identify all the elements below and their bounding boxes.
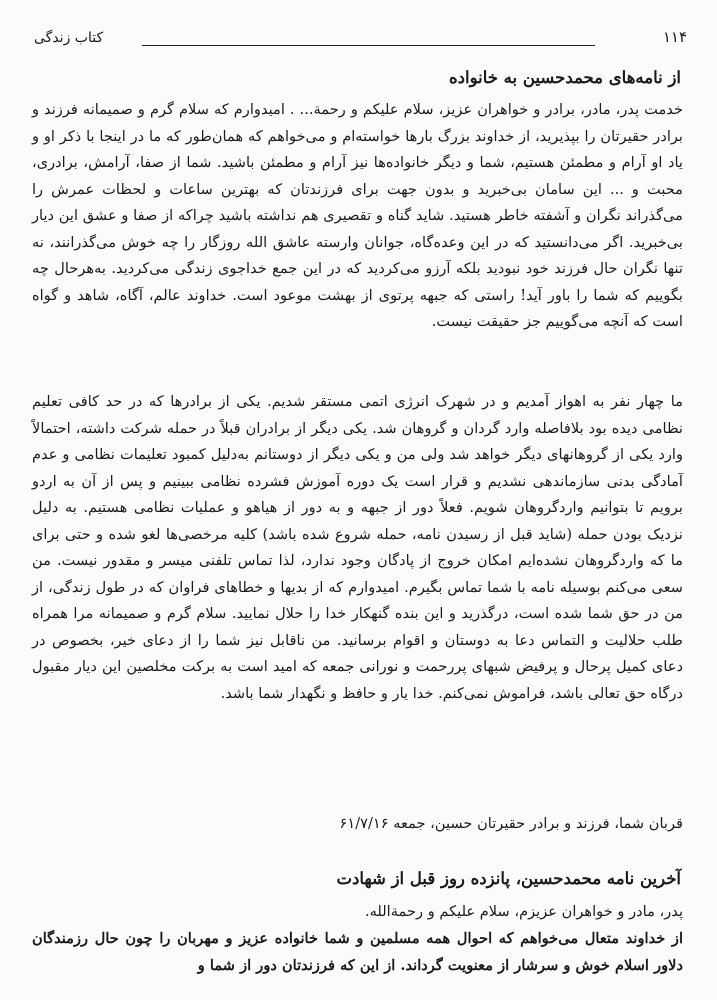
letter-paragraph: از خداوند متعال می‌خواهم که احوال همه مسلمین و شما خانواده عزیز و مهربان را چون حال رزمندگان دلاور اسلام خوش و سرشار از معنویت گرداند. از این که فرزندتان دور از شما و [32,930,683,974]
letter-greeting: پدر، مادر و خواهران عزیزم، سلام علیکم و رحمةالله. [364,903,683,920]
letter-signature: قربان شما، فرزند و برادر حقیرتان حسین، جمعه ۶۱/۷/۱۶ [339,815,683,832]
book-title: کتاب زندگی [34,30,104,46]
letter-paragraph: ما چهار نفر به اهواز آمدیم و در شهرک انرژی اتمی مستقر شدیم. یکی از برادرها که در حد کافی تعلیم نظامی دیده بود بلافاصله وارد گردان و گروهان شد. یکی دیگر از برادران قبلاً در حمله شرکت داشته، احتمالاً وارد یکی از گروهانهای دیگر خواهد شد ولی من و یکی دیگر از دوستانم به‌دلیل کمبود تعلیمات نظامی و عدم آمادگی بدنی سازماندهی نشدیم و قرار است یک دوره آموزش فشرده نظامی ببینیم و پس از آن به اردو برویم تا بتوانیم واردگروهان شویم. فعلاً دور از جبهه و به دور از هیاهو و عملیات نظامی هستیم. به دلیل نزدیک بودن حمله (شاید قبل از رسیدن نامه، حمله شروع شده باشد) کلیه مرخصی‌ها لغو شده و حتی برای ما که واردگروهان نشده‌ایم امکان خروج از پادگان وجود ندارد، لذا تماس تلفنی میسر و مقدور نیست. من سعی می‌کنم بوسیله نامه با شما تماس بگیرم. امیدوارم که از بدیها و خطاهای فراوان که در طول زندگی، از من در حق شما شده است، درگذرید و این بنده گنهکار خدا را حلال نمایید. سلام گرم و صمیمانه مرا همراه طلب حلالیت و التماس دعا به دوستان و اقوام برسانید. من ناقابل نیز شما را از دعای خیر، بخصوص در دعای کمیل پرحال و پرفیض شبهای پررحمت و نورانی جمعه که امید است به برکت مخلصین این دیار مقبول درگاه حق تعالی باشد، فراموش نمی‌کنم. خدا یار و حافظ و نگهدار شما باشد. [32,393,683,702]
page-number: ۱۱۴ [662,28,687,46]
section-title: آخرین نامه محمدحسین، پانزده روز قبل از شهادت [336,869,681,888]
header-rule [142,45,595,46]
page-header [34,28,687,58]
section-title: از نامه‌های محمدحسین به خانواده [449,68,681,87]
letter-paragraph: خدمت پدر، مادر، برادر و خواهران عزیز، سلام علیکم و رحمة... . امیدوارم که سلام گرم و صمیمانه فرزند و برادر حقیرتان را بپذیرید، از خداوند بزرگ بارها خواسته‌ام و می‌خواهم که همان‌طور که ما در اینجا با ذکر او و یاد او آرام و مطمئن هستیم، شما و دیگر خانواده‌ها نیز آرام و مطمئن باشید. شما از صفا، آرامش، برادری، محبت و ... این سامان بی‌خبرید و بدون جهت برای فرزندتان که بهترین ساعات و لحظات عمرش را می‌گذراند نگران و آشفته خاطر هستید. شاید گناه و تقصیری هم نداشته باشید چراکه از صفا و عشق این دیار بی‌خبرید. اگر می‌دانستید که در این وعده‌گاه، جوانان وارسته عاشق الله روزگار را چه خوش می‌گذرانند، نه تنها نگران حال فرزند خود نبودید بلکه آرزو می‌کردید که در این جمع خداجوی زندگی می‌کردید. به‌هرحال چه بگوییم که شما را باور آید! راستی که جبهه پرتوی از بهشت موعود است. خداوند عالم، آگاه، شاهد و گواه است که آنچه می‌گوییم جز حقیقت نیست. [32,101,683,330]
